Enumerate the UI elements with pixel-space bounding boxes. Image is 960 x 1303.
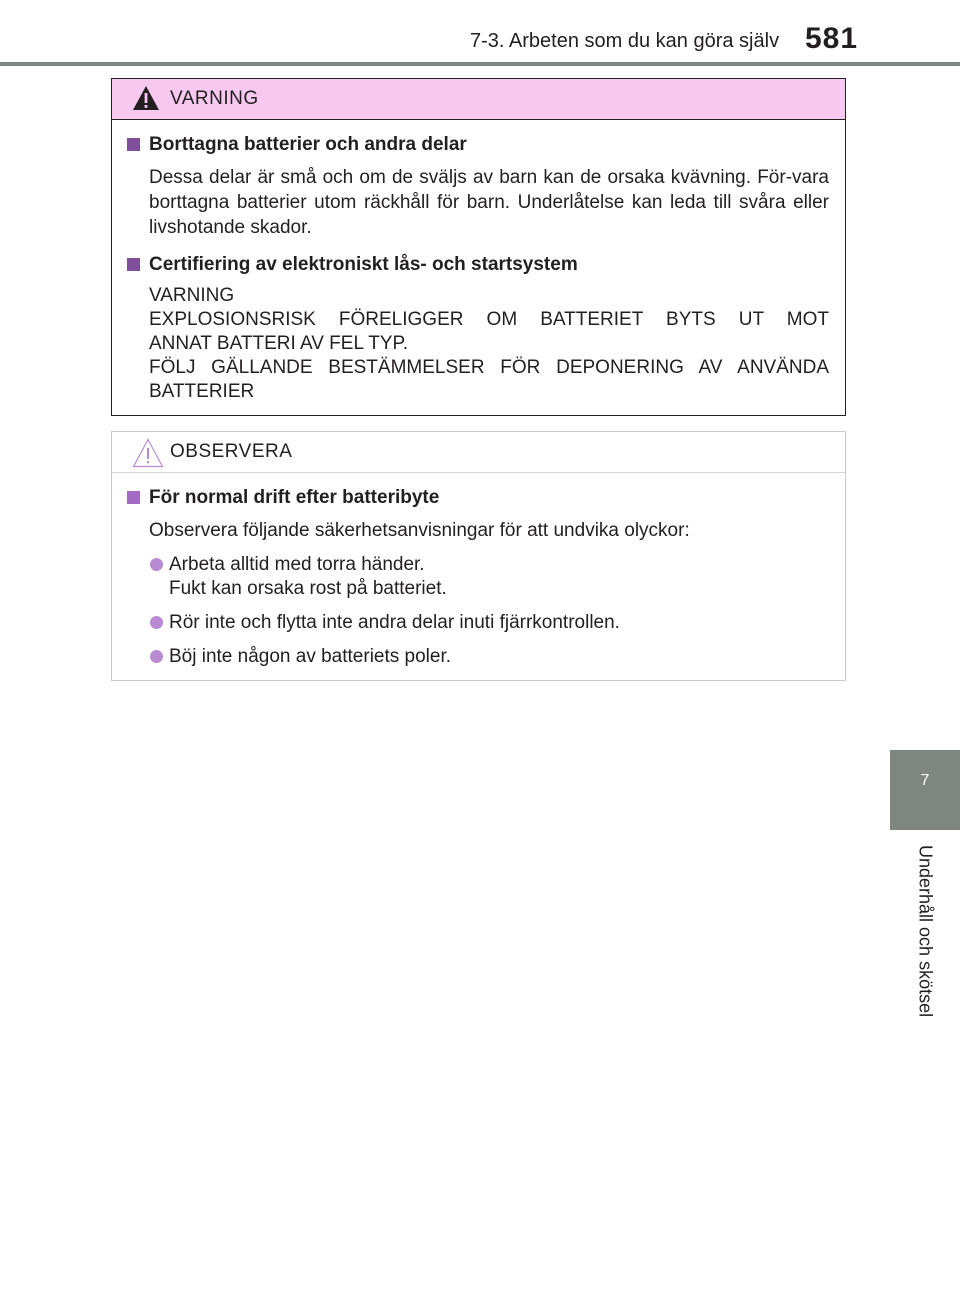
header-divider xyxy=(0,62,960,66)
warning-item-heading-text: Certifiering av elektroniskt lås- och startsystem xyxy=(149,254,578,275)
list-item xyxy=(125,553,829,601)
warning-item-heading xyxy=(125,132,829,158)
notice-title: OBSERVERA xyxy=(170,441,293,462)
page-number: 581 xyxy=(805,22,859,55)
warning-item-text: Dessa delar är små och om de sväljs av barn kan de orsaka kvävning. För-vara borttagna batterier utom räckhåll för barn. Underlåtelse kan leda till svåra eller livshotande skador. xyxy=(149,167,829,238)
chapter-label-text: Underhåll och skötsel xyxy=(915,845,936,1018)
text-line: ANNAT BATTERI AV FEL TYP. xyxy=(149,333,409,354)
section-title: 7-3. Arbeten som du kan göra själv xyxy=(470,30,780,52)
warning-title: VARNING xyxy=(170,88,259,109)
square-bullet-icon xyxy=(127,138,140,151)
caution-triangle-icon xyxy=(132,438,164,468)
warning-uppercase-text xyxy=(125,284,829,404)
text-line: FÖLJ GÄLLANDE BESTÄMMELSER FÖR DEPONERING AV ANVÄNDA xyxy=(149,357,829,378)
text-line: BATTERIER xyxy=(149,381,255,402)
warning-header xyxy=(112,79,845,120)
round-bullet-icon xyxy=(150,650,163,663)
list-item xyxy=(125,611,829,635)
list-item-text: Arbeta alltid med torra händer. xyxy=(169,554,425,575)
notice-body xyxy=(112,473,845,669)
chapter-label xyxy=(890,845,960,1045)
notice-heading-text: För normal drift efter batteribyte xyxy=(149,487,440,508)
warning-box xyxy=(111,78,846,416)
warning-triangle-icon xyxy=(132,85,160,111)
notice-box xyxy=(111,431,846,681)
round-bullet-icon xyxy=(150,558,163,571)
list-item-text: Fukt kan orsaka rost på batteriet. xyxy=(169,578,447,599)
list-item-text: Böj inte någon av batteriets poler. xyxy=(169,646,452,667)
notice-heading xyxy=(125,485,829,511)
warning-item-heading xyxy=(125,252,829,278)
chapter-number: 7 xyxy=(920,772,930,789)
list-item xyxy=(125,645,829,669)
text-line: EXPLOSIONSRISK FÖRELIGGER OM BATTERIET BYTS UT MOT xyxy=(149,309,829,330)
warning-item-heading-text: Borttagna batterier och andra delar xyxy=(149,134,467,155)
notice-header xyxy=(112,432,845,473)
text-line: VARNING xyxy=(149,285,235,306)
notice-intro: Observera följande säkerhetsanvisningar för att undvika olyckor: xyxy=(149,520,690,541)
list-item-text: Rör inte och flytta inte andra delar inuti fjärrkontrollen. xyxy=(169,612,620,633)
warning-body xyxy=(112,120,845,404)
square-bullet-icon xyxy=(127,491,140,504)
square-bullet-icon xyxy=(127,258,140,271)
chapter-tab xyxy=(890,750,960,830)
round-bullet-icon xyxy=(150,616,163,629)
